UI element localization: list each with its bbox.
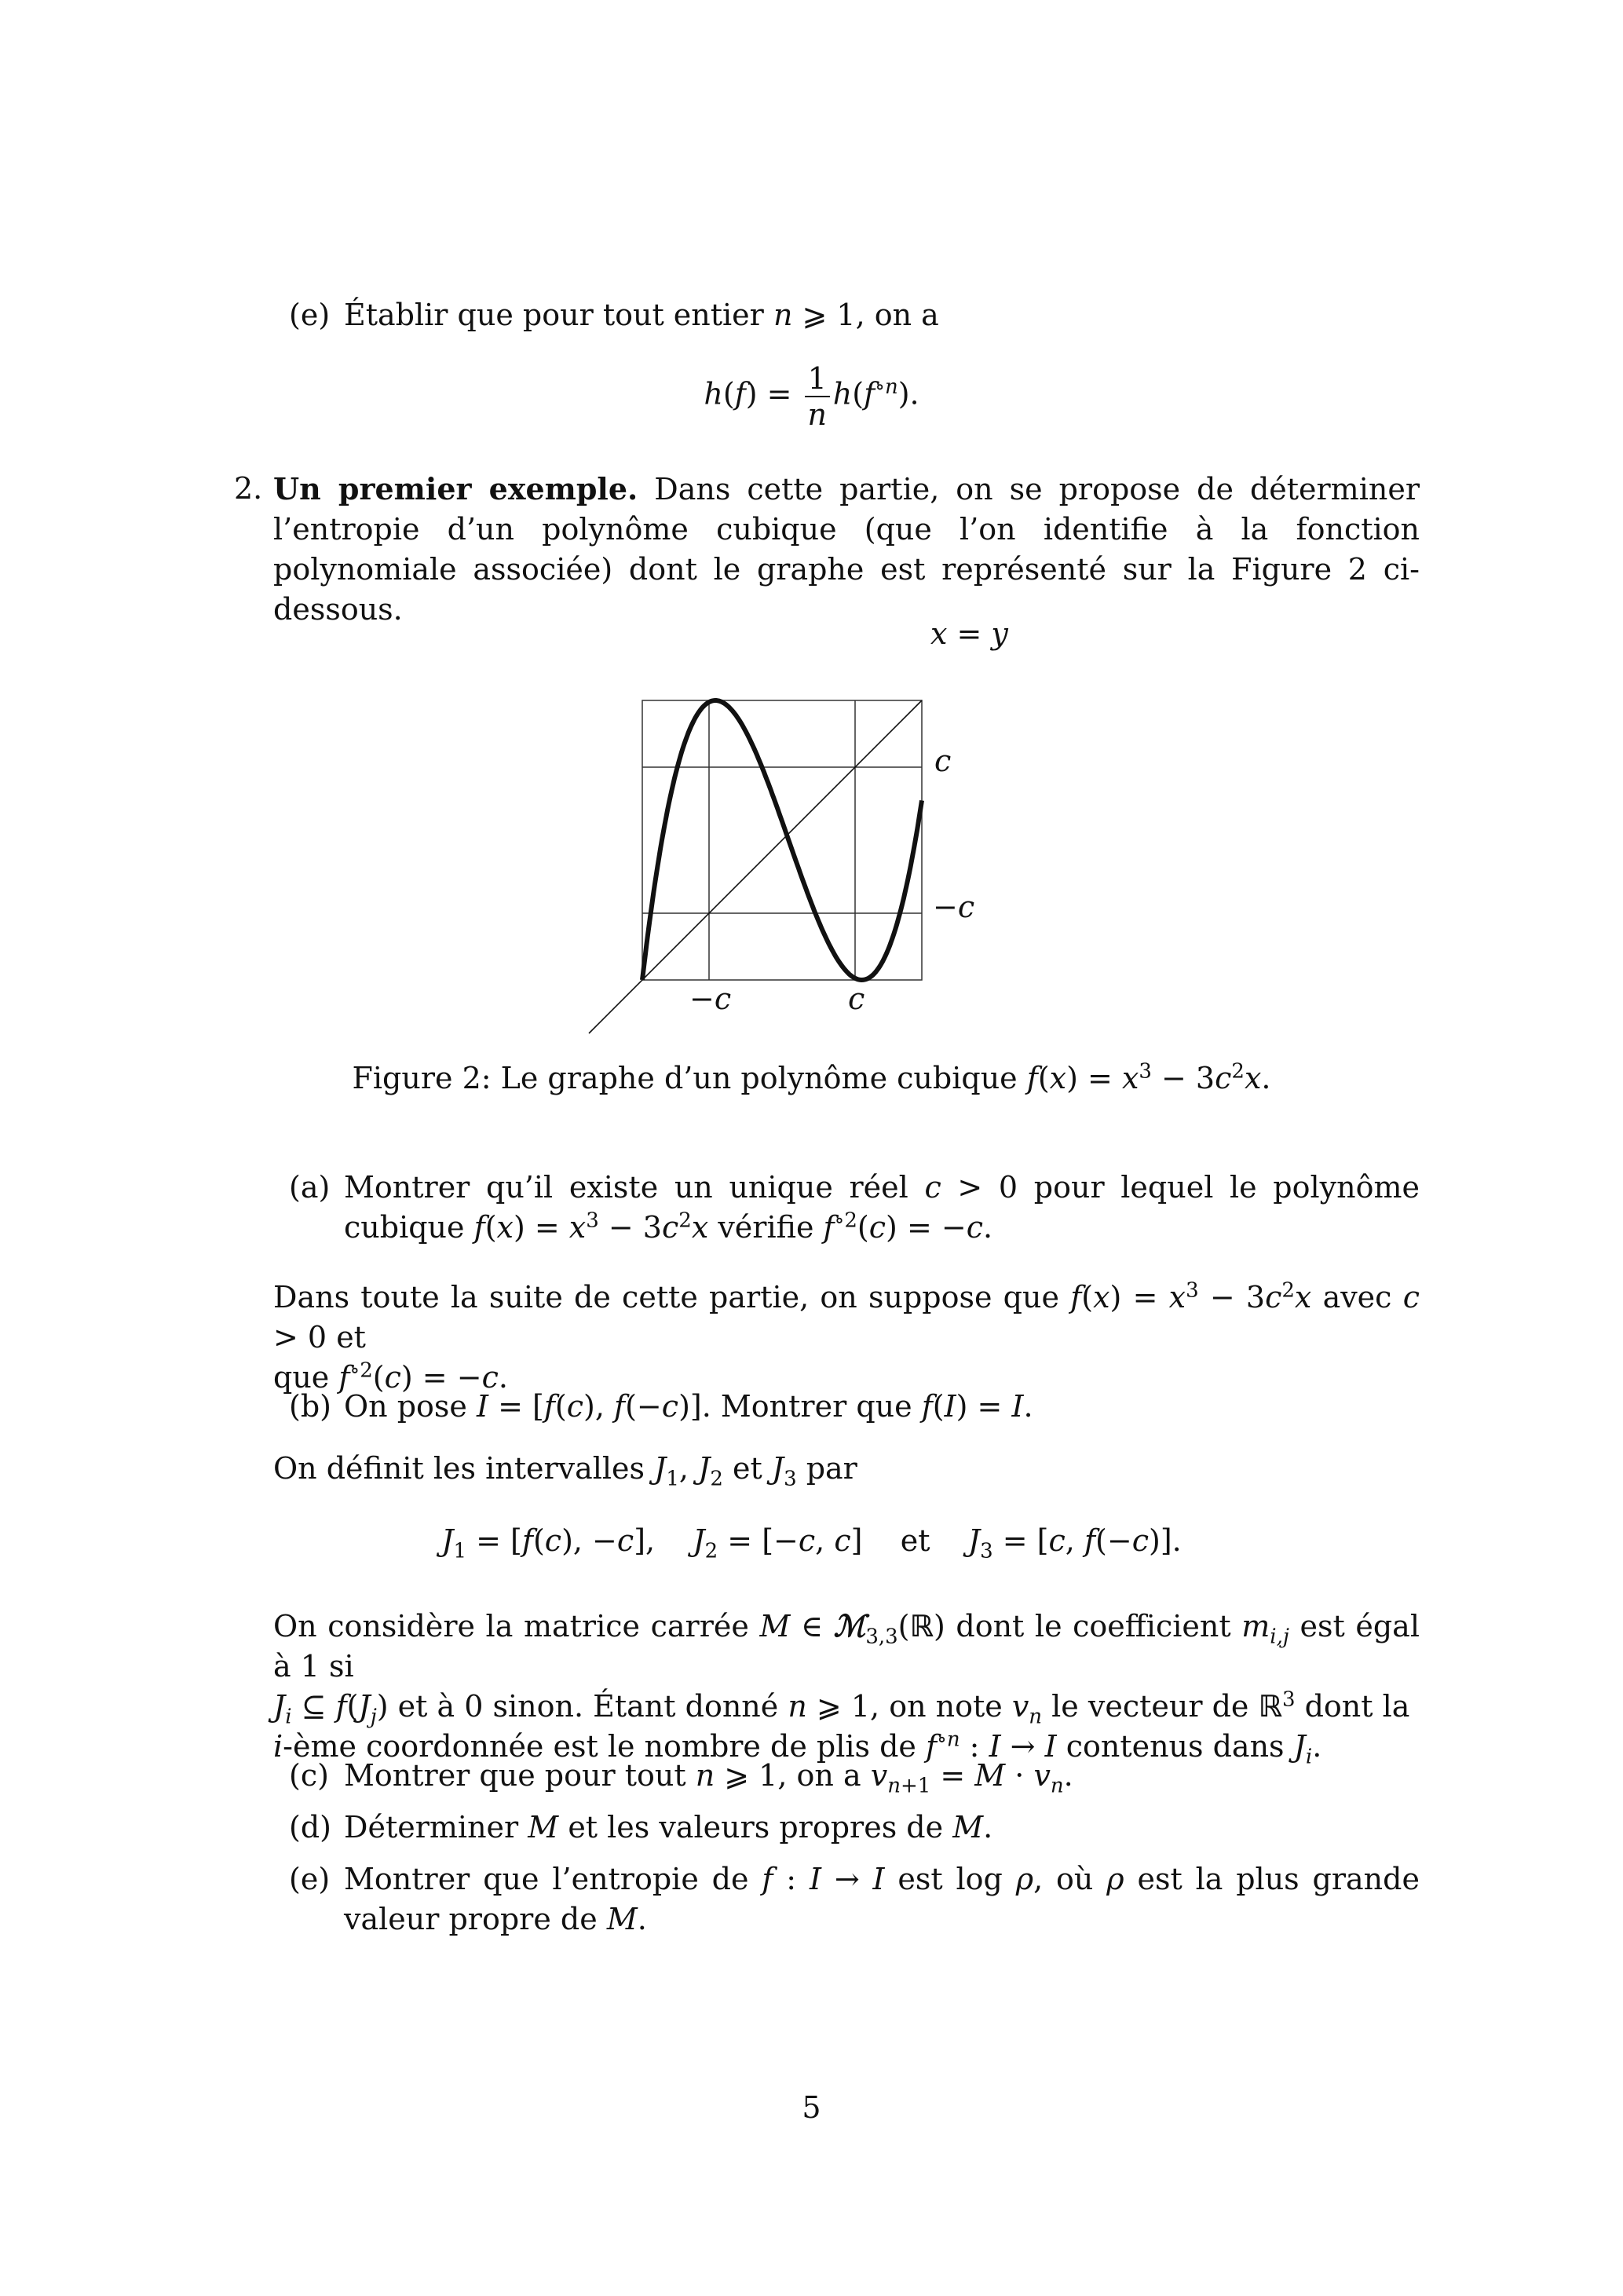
matrix-paragraph: On considère la matrice carrée M ∈ ℳ$_{3,3}$(ℝ) dont le coefficient $m_{i,j}$ est égal à 1 si $J_i$ ⊆ $f(J_j)$ et à 0 sinon. Étant donné n ⩾ 1, on note $v_n$ le vecteur de ℝ$^3$ dont la i-ème coordonnée est le nombre de plis de $f^{\circ n}$ : I → I contenus dans $J_i$. xyxy=(273,1608,1420,1769)
matrix-text-6: le vecteur de xyxy=(1051,1689,1249,1724)
question-text: Déterminer xyxy=(344,1810,519,1844)
question-2d: (d) Déterminer M et les valeurs propres de M. xyxy=(289,1808,1420,1848)
matrix-text-5: , on note xyxy=(870,1689,1003,1724)
assumption-text: Dans toute la suite de cette partie, on suppose que xyxy=(273,1280,1059,1314)
question-2b: (b) On pose I = [f(c), f(−c)]. Montrer que f(I) = I. xyxy=(289,1387,1420,1427)
intervals-par: par xyxy=(806,1451,857,1486)
assumption-text-4: que xyxy=(273,1360,330,1395)
question-2c: (c) Montrer que pour tout n ⩾ 1, on a $v_{n+1} = M \cdot v_n$. xyxy=(289,1756,1420,1796)
question-label: (a) xyxy=(289,1170,331,1205)
question-text-2: et les valeurs propres de xyxy=(568,1810,944,1844)
intervals-definition: On définit les intervalles $J_1$, $J_2$ et $J_3$ par xyxy=(273,1451,857,1491)
matrix-text-2: dont le coefficient xyxy=(956,1609,1231,1643)
intervals-text: On définit les intervalles xyxy=(273,1451,645,1486)
section-title: Un premier exemple. xyxy=(273,471,638,506)
question-text-2: pour lequel le polynôme cubique xyxy=(344,1170,1420,1245)
question-2e: (e) Montrer que l’entropie de f : I → I est log ρ, où ρ est la plus grande valeur propre de M. xyxy=(289,1859,1420,1940)
question-text: Montrer que l’entropie de xyxy=(344,1862,749,1896)
label-y-c: c xyxy=(934,744,952,778)
figure-caption: Figure 2: Le graphe d’un polynôme cubique $f(x) = x^3 - 3c^2x$. xyxy=(352,1059,1271,1095)
matrix-text-7: dont la xyxy=(1304,1689,1410,1724)
question-label: (c) xyxy=(289,1758,329,1793)
formula-intervals: $J_1 = [f(c)$, −c], $J_2 = [-c$, c] et $J_3 = [c$, f(−c)]. xyxy=(441,1523,1182,1563)
question-label: (e) xyxy=(289,298,331,332)
question-text-2: , on a xyxy=(777,1758,861,1793)
matrix-text-8: -ème coordonnée est le nombre de plis de xyxy=(283,1729,916,1764)
section-2 xyxy=(234,469,1420,630)
matrix-text-4: et à 0 sinon. Étant donné xyxy=(397,1689,779,1724)
matrix-text-9: contenus dans xyxy=(1066,1729,1285,1764)
question-text-3: , où xyxy=(1033,1862,1094,1896)
matrix-text-1: On considère la matrice carrée xyxy=(273,1609,749,1643)
assumption-text-3: et xyxy=(336,1320,366,1355)
question-2a: (a) Montrer qu’il existe un unique réel c > 0 pour lequel le polynôme cubique $f(x) = x^3 - 3c^2x$ vérifie $f^{\circ 2}(c) = -c$. xyxy=(289,1168,1420,1248)
question-label: (e) xyxy=(289,1862,331,1896)
label-x-equals-y: x = y xyxy=(930,616,1008,651)
question-1e: (e) Établir que pour tout entier n ⩾ 1, on a xyxy=(289,295,1420,335)
question-text: Établir que pour tout entier xyxy=(344,298,764,332)
label-y-minus-c: −c xyxy=(933,890,975,924)
question-label: (b) xyxy=(289,1389,331,1424)
question-text-4: est la plus grande valeur propre de xyxy=(344,1862,1420,1936)
question-text-3: vérifie xyxy=(718,1210,814,1245)
question-text: Montrer que pour tout xyxy=(344,1758,686,1793)
section-number: 2. xyxy=(234,471,263,506)
label-x-minus-c: −c xyxy=(689,982,732,1016)
question-text-2: est log xyxy=(897,1862,1003,1896)
page-number: 5 xyxy=(802,2090,821,2125)
question-label: (d) xyxy=(289,1810,331,1844)
assumption-paragraph: Dans toute la suite de cette partie, on suppose que $f(x) = x^3 - 3c^2x$ avec c > 0 et que $f^{\circ 2}(c) = -c$. xyxy=(273,1278,1420,1395)
question-text: On pose xyxy=(344,1389,467,1424)
formula-and: et xyxy=(900,1523,930,1558)
assumption-text-2: avec xyxy=(1322,1280,1392,1314)
caption-text: Figure 2: Le graphe d’un polynôme cubique xyxy=(352,1061,1018,1095)
question-text: Montrer qu’il existe un unique réel xyxy=(344,1170,908,1205)
intervals-and: et xyxy=(732,1451,762,1486)
section-intro: Dans cette partie, on se propose de déterminer l’entropie d’un polynôme cubique (que l’on identifie à la fonction polynomiale associée) dont le graphe est représenté sur la Figure 2 ci-dessous. xyxy=(273,472,1420,627)
formula-entropy-iterate: h(f) = $\frac{1}{n}$ $h(f^{\circ n})$. xyxy=(704,361,919,432)
question-text-2: . Montrer que xyxy=(701,1389,912,1424)
label-x-c: c xyxy=(848,982,865,1016)
matrix-text-3: est égal à 1 si xyxy=(273,1609,1420,1684)
figure-2-graph xyxy=(550,612,1068,1036)
